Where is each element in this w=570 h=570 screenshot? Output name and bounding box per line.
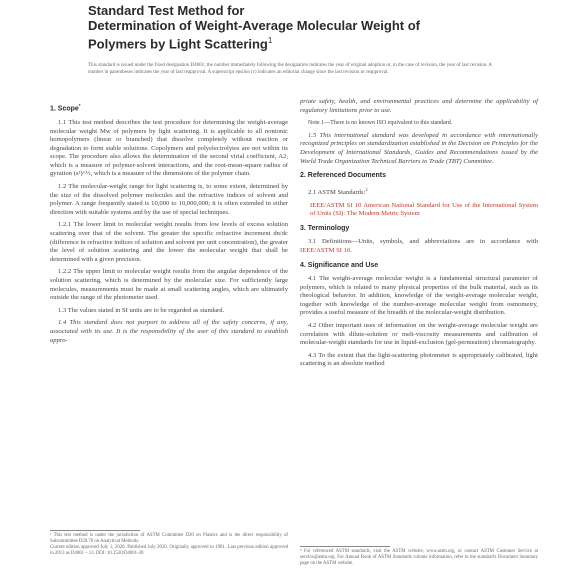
designation-notice: This standard is issued under the fixed designation D4001; the number immediately following the designation indicates the year of original adoption or, in the case of revision, the year of last revision. A number in parentheses indicates the year of last reapproval. A superscript epsilon (ε) indicates an editorial change since the last revision or reapproval. xyxy=(88,63,492,75)
referenced-documents-heading: 2. Referenced Documents xyxy=(300,172,386,180)
footnote-edition: Current edition approved July 1, 2020. Published July 2020. Originally approved in 1981. Last previous edition approved in 2013 as D4001 – 13. DOI: 10.1520/D4001-20. xyxy=(50,545,288,556)
paragraph-4-1: 4.1 The weight-average molecular weight is a fundamental structural parameter of polymers, which is related to many physical properties of the bulk material, such as its rheological behavior. In addition, knowledge of the weight-average molecular weight, together with knowledge of the number-average molecular weight from osmometry, provides a useful measure of the breadth of the molecular-weight distribution. xyxy=(300,275,538,317)
paragraph-4-3: 4.3 To the extent that the light-scattering photometer is appropriately calibrated, light scattering is an absolute method xyxy=(300,351,538,368)
right-footnote: ² For referenced ASTM standards, visit the ASTM website, www.astm.org, or contact ASTM Customer Service at service@astm.org. For Annual Book of ASTM Standards volume information, refer to the standard's Document Summary page on the ASTM website. xyxy=(300,549,538,566)
footnote-1: ¹ This test method is under the jurisdiction of ASTM Committee D20 on Plastics and is the direct responsibility of Subcommittee D20.70 on Analytical Methods. xyxy=(50,533,288,544)
scope-heading-mark: * xyxy=(78,103,81,108)
paragraph-3-1-text: 3.1 Definitions—Units, symbols, and abbreviations are in accordance with xyxy=(308,238,538,246)
left-column xyxy=(50,96,288,349)
reference-item xyxy=(300,202,538,219)
scope-heading-text: 1. Scope xyxy=(50,105,79,113)
paragraph-1-2-1: 1.2.1 The lower limit to molecular weight results from low levels of excess solution scattering over that of the solvent. The greater the specific refractive increment dn/dc (difference in refractive indices of solution and solvent per unit concentration), the greater the level of solution scattering and the lower the molecular weight that shall be determined with a given precision. xyxy=(50,221,288,263)
title-line-3-text: Polymers by Light Scattering xyxy=(88,36,268,52)
astm-standards-label: 2.1 ASTM Standards: xyxy=(308,188,366,196)
paragraph-1-3: 1.3 The values stated in SI units are to be regarded as standard. xyxy=(58,306,225,314)
significance-heading: 4. Significance and Use xyxy=(300,261,379,269)
paragraph-1-2-2: 1.2.2 The upper limit to molecular weight results from the angular dependence of the solution scattering, which is determined by the molecular size. For sufficiently large molecules, measurements must be made at small scattering angles, which are ultimately outside the range of the photometer used. xyxy=(50,268,288,302)
right-footnote-divider xyxy=(300,546,390,547)
note-1: Note 1—There is no known ISO equivalent to this standard. xyxy=(308,120,453,127)
scope-heading xyxy=(50,102,288,114)
right-column xyxy=(300,98,538,373)
reference-item-title-link[interactable]: American National Standard for Use of the International System of Units (SI): The Modern Metric System xyxy=(310,201,538,218)
left-footnotes xyxy=(50,533,288,557)
paragraph-1-4-continued: priate safety, health, and environmental practices and determine the applicability of regulatory limitations prior to use. xyxy=(300,98,538,114)
paragraph-1-4: 1.4 This standard does not purport to address all of the safety concerns, if any, associated with its use. It is the responsibility of the user of this standard to establish appro- xyxy=(50,319,288,344)
document-title xyxy=(88,3,528,51)
paragraph-1-2: 1.2 The molecular-weight range for light scattering is, to some extent, determined by the size of the dissolved polymer molecules and the refractive indices of solvent and polymer. A range frequently stated is 10,000 to 10,000,000; it is often extended in either direction with suitable systems and by the use of special techniques. xyxy=(50,183,288,216)
title-line-2: Determination of Weight-Average Molecular Weight of xyxy=(88,18,421,33)
paragraph-1-1: 1.1 This test method describes the test procedure for determining the weight-average molecular weight Mw of polymers by light scattering. It is applicable to all nonionic homopolymers (linear or branched) that dissolve completely without reaction or degradation to form stable solutions. Copolymers and polyelectrolytes are not within its scope. The procedure also allows the determination of the second virial coefficient, A2, which is a measure of polymer-solvent interactions, and the root-mean-square radius of gyration (s²)^½, which is a measure of the dimensions of the polymer chain. xyxy=(50,118,288,178)
terminology-standard-link[interactable]: IEEE/ASTM SI 10 xyxy=(300,246,351,254)
title-footnote-mark: 1 xyxy=(267,36,273,45)
paragraph-4-2: 4.2 Other important uses of information on the weight-average molecular weight are correlation with dilute-solution or melt-viscosity measurements and calibration of molecular-weight standards for use in liquid-exclusion (gel-permeation) chromatography. xyxy=(300,322,538,347)
paragraph-1-5: 1.5 This international standard was developed in accordance with internationally recognized principles on standardization established in the Decision on Principles for the Development of International Standards, Guides and Recommendations issued by the World Trade Organization Technical Barriers to Trade (TBT) Committee. xyxy=(300,131,538,165)
left-footnote-divider xyxy=(50,530,140,531)
paragraph-2-1 xyxy=(300,186,538,198)
reference-item-code-link[interactable]: IEEE/ASTM SI 10 xyxy=(310,201,362,209)
astm-standards-mark: 2 xyxy=(365,186,368,192)
title-line-3 xyxy=(88,33,528,51)
paragraph-3-1: 3.1 Definitions—Units, symbols, and abbreviations are in accordance with IEEE/ASTM SI 10. xyxy=(300,238,538,254)
terminology-heading: 3. Terminology xyxy=(300,224,350,232)
title-line-1: Standard Test Method for xyxy=(88,3,245,18)
